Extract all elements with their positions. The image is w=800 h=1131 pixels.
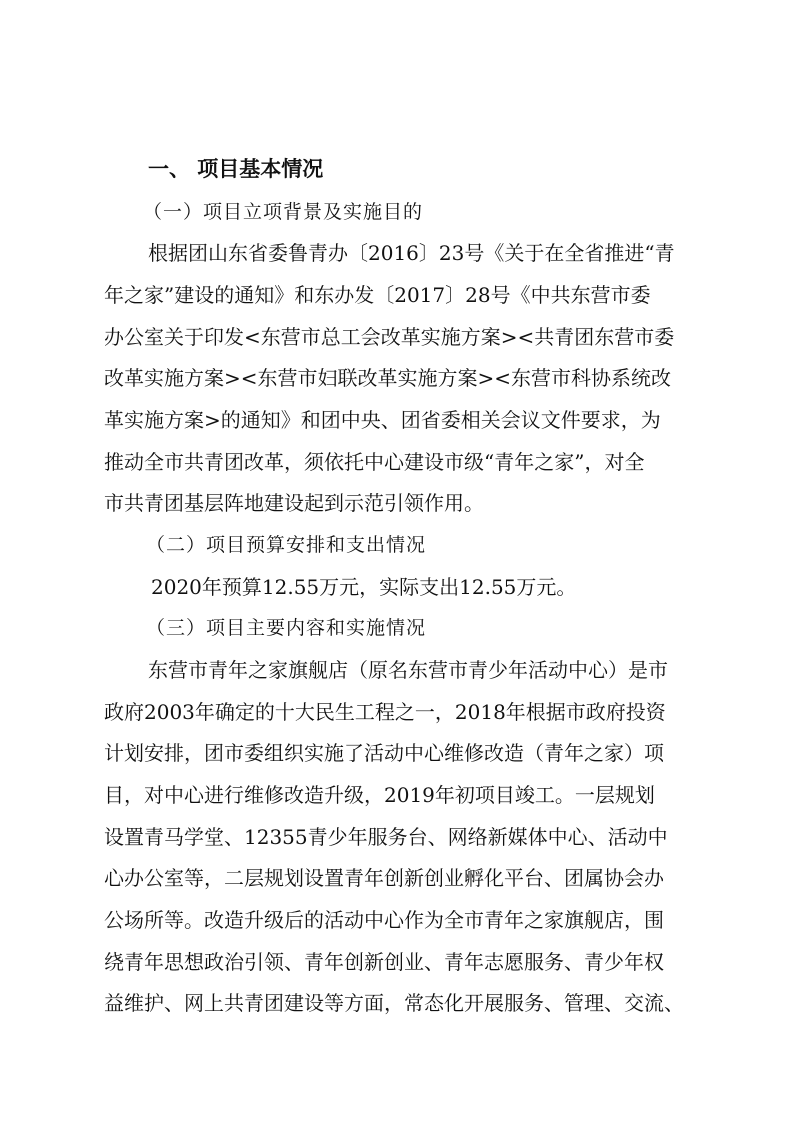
heading-basic-info [0, 151, 800, 187]
paragraph-line [0, 985, 800, 1021]
paragraph-line [0, 402, 800, 438]
line-text: 目，对中心进行维修改造升级，2019年初项目竣工。一层规划 [104, 783, 655, 807]
section-1-title [0, 194, 800, 230]
paragraph-line [0, 360, 800, 396]
paragraph-line [0, 319, 800, 355]
line-text: 政府2003年确定的十大民生工程之一，2018年根据市政府投资 [104, 700, 666, 724]
line-text: 东营市青年之家旗舰店（原名东营市青少年活动中心）是市 [148, 658, 668, 682]
paragraph-line [0, 485, 800, 521]
line-text: 市共青团基层阵地建设起到示范引领作用。 [104, 491, 484, 515]
line-text: 2020年预算12.55万元，实际支出12.55万元。 [151, 575, 577, 599]
line-text: 计划安排，团市委组织实施了活动中心维修改造（青年之家）项 [104, 741, 664, 765]
line-text: 公场所等。改造升级后的活动中心作为全市青年之家旗舰店，围 [104, 908, 664, 932]
line-text: 根据团山东省委鲁青办〔2016〕23号《关于在全省推进“青 [148, 241, 675, 265]
paragraph-line [0, 735, 800, 771]
paragraph-line [0, 944, 800, 980]
line-text: 设置青马学堂、12355青少年服务台、网络新媒体中心、活动中 [104, 825, 668, 849]
paragraph-line [0, 819, 800, 855]
line-text: 革实施方案>的通知》和团中央、团省委相关会议文件要求，为 [104, 408, 661, 432]
line-text: 绕青年思想政治引领、青年创新创业、青年志愿服务、青少年权 [104, 950, 664, 974]
paragraph-line [0, 860, 800, 896]
paragraph-line [0, 235, 800, 271]
paragraph-line [0, 569, 800, 605]
section-title-text: （一）项目立项背景及实施目的 [143, 201, 424, 223]
paragraph-line [0, 277, 800, 313]
paragraph-line [0, 902, 800, 938]
line-text: 益维护、网上共青团建设等方面，常态化开展服务、管理、交流、 [104, 991, 684, 1015]
line-text: 推动全市共青团改革，须依托中心建设市级“青年之家”，对全 [104, 450, 645, 474]
section-2-title [0, 527, 800, 563]
paragraph-line [0, 652, 800, 688]
line-text: 年之家”建设的通知》和东办发〔2017〕28号《中共东营市委 [104, 283, 651, 307]
section-title-text: （三）项目主要内容和实施情况 [146, 617, 427, 639]
section-3-title [0, 610, 800, 646]
paragraph-line [0, 444, 800, 480]
line-text: 改革实施方案><东营市妇联改革实施方案><东营市科协系统改 [104, 366, 672, 390]
line-text: 心办公室等，二层规划设置青年创新创业孵化平台、团属协会办 [104, 866, 664, 890]
line-text: 办公室关于印发<东营市总工会改革实施方案><共青团东营市委 [104, 325, 675, 349]
paragraph-line [0, 694, 800, 730]
paragraph-line [0, 777, 800, 813]
section-title-text: （二）项目预算安排和支出情况 [146, 534, 427, 556]
heading-text: 一、 项目基本情况 [148, 157, 324, 181]
